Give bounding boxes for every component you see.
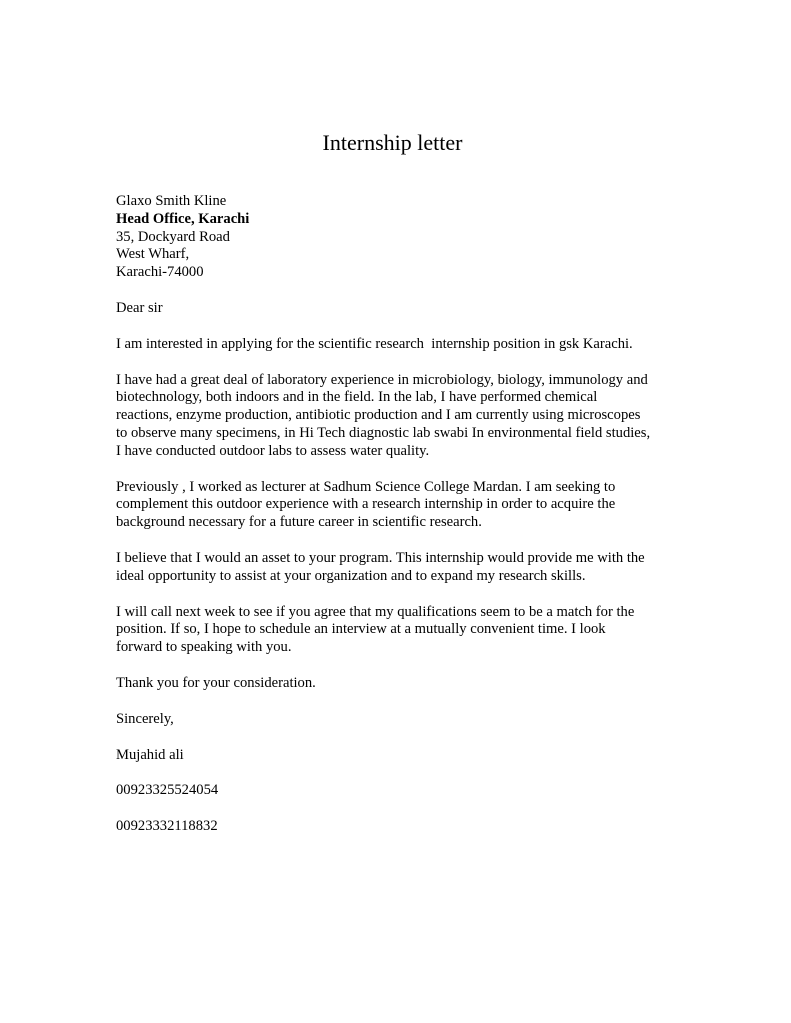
address-office: Head Office, Karachi bbox=[116, 210, 250, 227]
closing-line: Sincerely, bbox=[116, 710, 174, 727]
paragraph-line: position. If so, I hope to schedule an interview at a mutually convenient time. I look bbox=[116, 621, 606, 638]
paragraph-line: I am interested in applying for the scientific research internship position in gsk Karachi. bbox=[116, 335, 633, 352]
paragraph-line: ideal opportunity to assist at your organization and to expand my research skills. bbox=[116, 567, 586, 584]
paragraph-asset bbox=[116, 550, 686, 586]
address-street: 35, Dockyard Road bbox=[116, 228, 230, 245]
address-city: Karachi-74000 bbox=[116, 264, 204, 281]
paragraph-line: forward to speaking with you. bbox=[116, 639, 292, 656]
paragraph-line: I have had a great deal of laboratory experience in microbiology, biology, immunology and bbox=[116, 371, 648, 388]
paragraph-experience bbox=[116, 372, 686, 461]
paragraph-line: background necessary for a future career in scientific research. bbox=[116, 514, 482, 531]
paragraph-follow-up bbox=[116, 604, 686, 657]
address-company: Glaxo Smith Kline bbox=[116, 193, 227, 209]
signature-name: Mujahid ali bbox=[116, 746, 184, 763]
document-title: Internship letter bbox=[322, 130, 463, 155]
paragraph-line: Previously , I worked as lecturer at Sadhum Science College Mardan. I am seeking to bbox=[116, 478, 616, 495]
paragraph-line: biotechnology, both indoors and in the field. In the lab, I have performed chemical bbox=[116, 389, 598, 406]
paragraph-line: I have conducted outdoor labs to assess water quality. bbox=[116, 442, 430, 459]
phone-number-1: 00923325524054 bbox=[116, 782, 219, 799]
address-area: West Wharf, bbox=[116, 246, 190, 263]
paragraph-line: to observe many specimens, in Hi Tech diagnostic lab swabi In environmental field studies, bbox=[116, 424, 651, 441]
letter-body bbox=[116, 193, 686, 836]
paragraph-line: complement this outdoor experience with a research internship in order to acquire the bbox=[116, 496, 616, 513]
thanks-line: Thank you for your consideration. bbox=[116, 674, 316, 691]
paragraph-previous-work bbox=[116, 479, 686, 532]
paragraph-line: I will call next week to see if you agree that my qualifications seem to be a match for the bbox=[116, 603, 635, 620]
paragraph-intent bbox=[116, 336, 686, 354]
salutation: Dear sir bbox=[116, 299, 163, 316]
phone-number-2: 00923332118832 bbox=[116, 818, 218, 835]
recipient-address bbox=[116, 193, 686, 282]
paragraph-line: I believe that I would an asset to your program. This internship would provide me with the bbox=[116, 549, 645, 566]
paragraph-line: reactions, enzyme production, antibiotic production and I am currently using microscopes bbox=[116, 407, 641, 424]
